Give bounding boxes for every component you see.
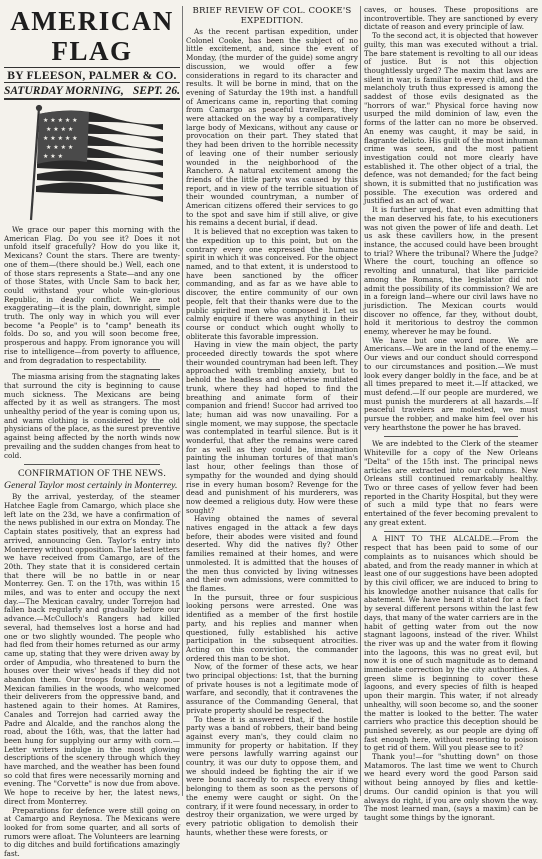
column-2 [186,6,358,837]
column-rule [360,6,361,796]
expedition-paragraph: It is believed that no exception was taken to the expedition up to this point, but on the contrary every one expressed the humane spirit in which it was conceived. For the object named, and to that extent, it is understood to have been sanctioned by the officer commanding, and as far as we have able to discover, the entire community of our own people, felt that their thanks were due to the public spirited men who composed it. Let us calmly enquire if there was anything in their course or conduct which ought wholly to obliterate this favorable impression. [186,227,358,341]
column-3 [364,5,538,822]
expedition-paragraph: Now, of the former of these acts, we hear two principal objections: 1st, that the burning of private houses is not a legitimate mode of warfare, and secondly, that it contravenes the assurance of the Commanding General, that private property should be respected. [186,662,358,715]
svg-text:★ ★ ★: ★ ★ ★ [43,153,63,160]
new-orleans-news-paragraph: We are indebted to the Clerk of the steamer Whiteville for a copy of the New Orleans "Delta" of the 15th inst. The principal news articles are extracted into our columns. New Orleans still continued remarkably healthy. Two or three cases of yellow fever had been reported in the Charity Hospital, but they were of such a mild type that no fears were entertained of the fever becoming prevalent to any great extent. [364,439,538,527]
preparations-paragraph: Preparations for defence were still going on at Camargo and Reynosa. The Mexicans were looked for from some quarter, and all sorts of rumors were afloat. The Volunteers are learning to dig ditches and build fortifications amazingly fast. [4,805,181,859]
svg-text:★ ★ ★ ★: ★ ★ ★ ★ [46,126,74,133]
masthead-date: SEPT. 26. [132,85,180,97]
svg-text:★ ★ ★ ★ ★: ★ ★ ★ ★ ★ [43,135,78,142]
thank-you-paragraph: Thank you!—for "shutting down" on those Matamoros. The last time we went to Church we heard every word the good Parson said without being annoyed by flies and kettle-drums. Our candid opinion is that you will always do right, if you are only shown the way. The most learned man, (says a maxim) can be taught some things by the ignorant. [364,752,538,822]
expedition-paragraph: Having in view the main object, the party proceeded directly towards the spot where their wounded countryman had been left. They approached with trembling anxiety, but to behold the headless and otherwise mutilated trunk, where they had hoped to find the breathing and animate form of their companion and friend! Succor had arrived too late; human aid was now unavailing. For a single moment, we may suppose, the spectacle was contemplated in tearful silence. But is it wonderful, that after the remains were cared for as well as they could be, imagination painting the inhuman tortures of that man's last hour, other feelings than those of sympathy for the wounded and dying should rise in every human bosom? Revenge for the dead and punishment of his murderers, was now deemed a religious duty. How were these sought? [186,340,358,515]
separator [24,464,160,465]
american-flag-illustration [17,104,167,222]
expedition-paragraph: In the pursuit, three or four suspicious looking persons were arrested. One was identified as a member of the first hostile party, and his replies and manner when questioned, fully established his active participation in the subsequent atrocities. Acting on this conviction, the commander ordered this man to be shot. [186,592,358,663]
expedition-continued-paragraph: It is further urged, that even admitting that the man deserved his fate, to his executioners was not given the power of life and death. Let us ask these cavillers how, in the present instance, the accused could have been brought to trial? Where the tribunal? Where the Judge? Where the court, touching an offence so revolting and unnatural, that like parricide among the Romans, the legislator did not admit the possibility of its commission? We are in a foreign land—where our civil laws have no jurisdiction. The Mexican courts would discover no offence, far they, without doubt, hold it meritorious to destroy the common enemy, wherever he may be found. [364,205,538,337]
expedition-continued-paragraph: To the second act, it is objected that however guilty, this man was executed without a trial. The bare statement is revolting to all our ideas of justice. But is not this objection thoughtlessly urged? The maxim that laws are silent in war, is familiar to every child, and the melancholy truth thus expressed is among the saddest of those evils designated as the "horrors of war." Physical force having now usurped the mild dominion of law, even the forms of the latter can no more be observed. An enemy was caught, it may be said, in flagrante delicto. His guilt of the most inhuman crime was seen, and the most patient investigation could not more clearly have established it. The other object of a trial, the defence, was not demanded; for the fact being shown, it is submitted that no justification was possible. The execution was ordered and justified as an act of war. [364,31,538,206]
masthead-dateline [4,82,180,100]
masthead-day: SATURDAY MORNING, [4,85,124,97]
confirmation-body: By the arrival, yesterday, of the steamer Hatchee Eagle from Camargo, which place she left late on the 23d, we have a confirmation of the news published in our extra on Monday. The Captain states positively, that an express had arrived, announcing Gen. Taylor's entry into Monterrey without opposition. The latest letters we have received from Camargo, are of the 20th. They state that it is considered certain that there will be no battle in or near Monterrey. Gen. T. on the 17th, was within 15 miles, and was to enter and occupy the next day.—The Mexican cavalry, under Torrejon had fallen back regularly and gradually before our advance.—McCulloch's Rangers had killed several, had themselves lost a horse and had one or two slightly wounded. The people who had fled from their homes returned as our army came up, stating that they were driven away by order of Ampudia, who threatened to burn the houses over their wives' heads if they did not abandon them. Our troops found many poor Mexican families in the woods, who welcomed their deliverers from the oppressive band, and hastened again to their homes. At Ramires, Canales and Torrejon had carried away the Padre and Alcalde, and the ranchos along the road, about the 16th, was, that the latter had been hung for supplying our army with corn.—Letter writers indulge in the most glowing descriptions of the scenery through which they have marched, and the weather has been found so cold that fires were necessarily morning and evening. The "Corvette" is now due from above. We hope to receive by her, the latest news, direct from Monterrey. [4,492,180,806]
separator [24,369,160,370]
separator [384,436,518,437]
confirmation-subheadline: General Taylor most certainly in Monterrey. [4,480,178,492]
expedition-paragraph: To these it is answered that, if the hostile party was a band of robbers, their band being against every man's, they could claim no immunity for property or habitation. If they were persons lawfully warring against our country, it was our duty to oppose them, and we should indeed be fighting the air if we were bound sacredly to respect every thing belonging to them as soon as the persons of the enemy were caught or sight. On the contrary, if it were found necessary, in order to destroy their organization, we were urged by every patriotic obligation to demolish their haunts, whether these were forests, or [186,714,358,837]
column-1 [4,6,181,859]
hint-to-alcalde-paragraph: A HINT TO THE ALCALDE.—From the respect that has been paid to some of our complaints as to nuisances which should be abated, and from the ready manner in which at least one of our suggestions have been adopted by this civil officer, we are induced to bring to his knowledge another nuisance that calls for abatement. We have heard it stated for a fact by several different persons within the last few days, that many of the water carriers are in the habit of getting water from out the now stagnant lagoons, instead of the river. Whilst the river was up and the water from it flowing into the lagoons, this was no great evil, but now it is one of such magnitude as to demand immediate correction by the city authorities. A green slime is beginning to cover these lagoons, and every species of filth is heaped upon their margin. This water, if not already unhealthy, will soon become so, and the sooner the matter is looked to the better. The water carriers who practice this deception should be punished severely, as our people are dying off fast enough here, without resorting to poison to get rid of them. Will you please see to it? [364,534,538,753]
expedition-continued-paragraph: We have but one word more. We are Americans.—We are in the land of the enemy.—Our views and our conduct should correspond to our circumstances and position.—We must look every danger boldly in the face, and be at all times prepared to meet it.—If attacked, we must defend.—If our people are murdered, we must punish the murderers at all hazards.—If peaceful travelers are molested, we must pursue the robber, and make him feel over his very hearthstone the power he has braved. [364,335,538,432]
svg-text:★ ★ ★ ★: ★ ★ ★ ★ [46,144,74,151]
masthead-title: AMERICAN FLAG [10,6,174,66]
expedition-paragraph: As the recent partisan expedition, under Colonel Cooke, has been the subject of no little excitement, and, since the event of Monday, (the murder of the guide) some angry discussion, we would offer a few considerations in regard to its character and results. It will be borne in mind, that on the evening of Saturday the 19th inst. a handfull of Americans came in, reporting that coming from Camargo as peaceful travellers, they were attacked on the way by a comparatively large body of Mexicans, without any cause or provocation on their part. They stated that they had been driven to the horrible necessity of leaving one of their number seriously wounded in the neighborhood of the Ranchero. A natural excitement among the friends of the little party was caused by this report, and in view of the terrible situation of their wounded countryman, a number of American citizens offered their services to go to the spot and save him if still alive, or give his remains a decent burial, if dead. [186,27,358,228]
flag-intro-paragraph: We grace our paper this morning with the American Flag. Do you see it? Does it not unfold itself gracefully? How do you like it, Mexicans? Count the stars. There are twenty-one of them—(there should be.) Well, each one of those stars represents a State—and any one of those States, with Uncle Sam to back her, could withstand your whole vain-glorious Republic, in deadly conflict. We are not exaggerating—it is the plain, downright, simple truth. The only way in which you will ever become "a People" is to "camp" beneath its folds. Do so, and you will soon become free, prosperous and happy. From ignorance you will rise to intelligence—from poverty to affluence, and from degradation to respectability. [4,225,180,365]
column-rule [182,6,183,796]
masthead-publishers: BY FLEESON, PALMER & CO. [4,67,180,82]
expedition-headline: BRIEF REVIEW OF COL. COOKE'S EXPEDITION. [192,6,352,26]
expedition-continued-paragraph: caves, or houses. These propositions are incontrovertible. They are sanctioned by every dictate of reason and every principle of law. [364,5,538,32]
separator [384,531,518,532]
miasma-paragraph: The miasma arising from the stagnating lakes that surround the city is beginning to cause much sickness. The Mexicans are being affected by it as well as strangers. The most unhealthy period of the year is coming upon us, and warm clothing is considered by the old physicians of the place, as the surest preventive against being affected by the north winds now prevailing and the sudden changes from heat to cold. [4,372,180,460]
svg-text:★ ★ ★ ★ ★: ★ ★ ★ ★ ★ [43,117,78,124]
confirmation-headline: CONFIRMATION OF THE NEWS. [18,468,166,480]
expedition-paragraph: Having obtained the names of several natives engaged in the attack a few days before, their abodes were visited and found deserted. Why did the natives fly? Other families remained at their homes, and were unmolested. It is admitted that the houses of the men thus convicted by living witnesses and their own admissions, were committed to the flames. [186,514,358,593]
